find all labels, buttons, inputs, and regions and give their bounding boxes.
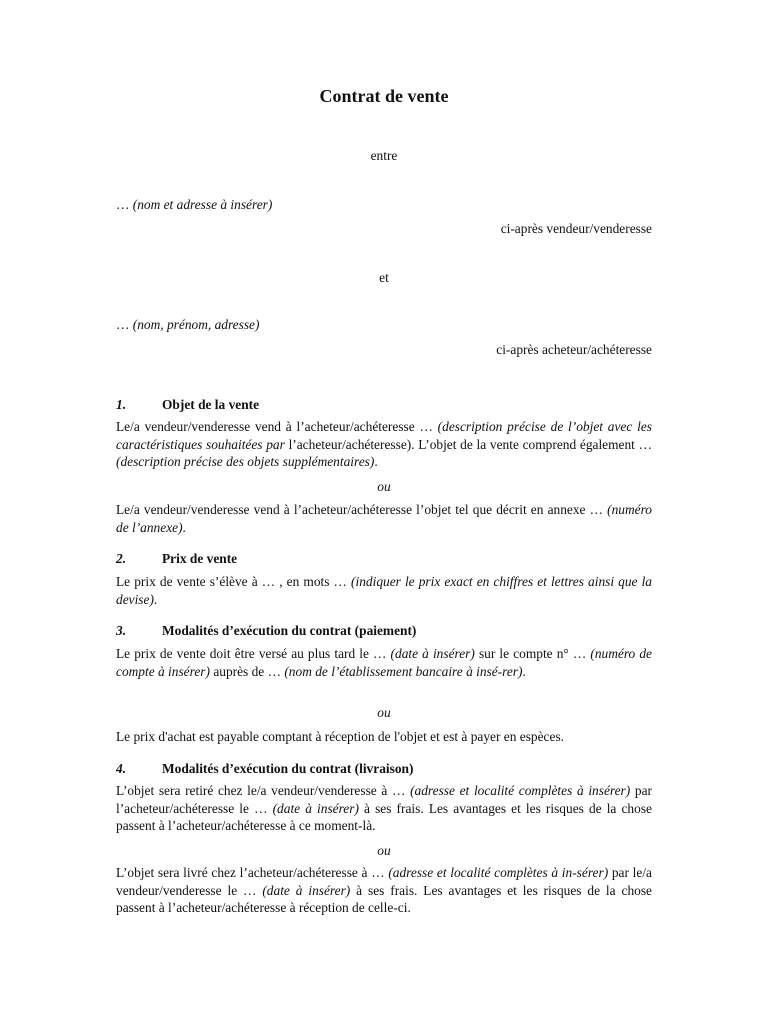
text-run: L’objet sera livré chez l’acheteur/achéteresse à … xyxy=(116,865,389,880)
section-3-heading xyxy=(116,622,656,640)
section-title: Modalités d’exécution du contrat (paiement) xyxy=(162,623,417,638)
section-number: 1. xyxy=(116,397,127,412)
text-run: à ses frais. Les avantages et les risques de la chose passent à l’acheteur/achéteresse à ce moment-là. xyxy=(116,800,652,833)
placeholder-run: (date à insérer) xyxy=(390,646,475,661)
or-separator-3: ou xyxy=(377,843,391,858)
section-1-paragraph-2 xyxy=(116,501,652,536)
text-run: L’objet sera retiré chez le/a vendeur/venderesse à … xyxy=(116,783,411,798)
section-number: 4. xyxy=(116,761,127,776)
party1-role: ci-après vendeur/venderesse xyxy=(500,221,652,236)
placeholder-run: (date à insérer) xyxy=(262,882,351,898)
text-run: Le/a vendeur/venderesse vend à l’acheteur/achéteresse l’objet tel que décrit en annexe … xyxy=(116,502,608,517)
placeholder-run: (nom de l’établissement bancaire à insé-rer) xyxy=(284,663,523,679)
party2-role: ci-après acheteur/achéteresse xyxy=(496,342,652,357)
section-1-heading xyxy=(116,396,656,414)
party2-placeholder: … (nom, prénom, adresse) xyxy=(116,317,260,332)
placeholder-run: (numéro de compte à insérer) xyxy=(116,646,652,679)
text-run: . xyxy=(182,519,186,535)
text-run: . xyxy=(153,591,158,607)
section-2-paragraph-1 xyxy=(116,573,652,608)
text-run: par l’acheteur/achéteresse le … xyxy=(116,783,652,816)
section-3-paragraph-1 xyxy=(116,645,652,680)
section-4-paragraph-1 xyxy=(116,782,652,835)
section-2-heading xyxy=(116,550,656,568)
text-run: à ses frais. Les avantages et les risques de la chose passent à l’acheteur/achéteresse à réception de celle-ci. xyxy=(116,882,652,915)
text-run: par le/a vendeur/venderesse le … xyxy=(116,865,653,898)
and-label: et xyxy=(379,270,389,285)
placeholder-run-end: ). L’objet de la vente comprend également … xyxy=(406,436,652,452)
placeholder-run: (description précise de l’objet avec les caractéristiques souhaitées par xyxy=(116,419,652,452)
text-run: auprès de … xyxy=(209,663,285,679)
placeholder-run: (adresse et localité complètes à insérer) xyxy=(410,783,631,798)
or-separator-2: ou xyxy=(377,705,391,720)
section-number: 3. xyxy=(116,623,127,638)
placeholder-run: (adresse et localité complètes à in-sérer) xyxy=(388,865,609,880)
placeholder-run: (numéro de l’annexe) xyxy=(116,502,652,535)
between-label: entre xyxy=(370,148,398,163)
section-title: Modalités d’exécution du contrat (livraison) xyxy=(162,761,414,776)
section-title: Prix de vente xyxy=(162,551,238,566)
placeholder-run: (indiquer le prix exact en chiffres et lettres ainsi que la devise) xyxy=(116,574,653,607)
text-run: . xyxy=(374,454,378,469)
section-4-heading xyxy=(116,760,656,778)
document-title: Contrat de vente xyxy=(319,86,449,106)
section-4-paragraph-2 xyxy=(116,864,652,917)
placeholder-run: (description précise des objets supplémentaires) xyxy=(116,454,375,469)
text-run: Le prix de vente s’élève à … , en mots … xyxy=(116,574,352,589)
text-run: . xyxy=(522,663,526,679)
or-separator-1: ou xyxy=(377,479,391,494)
section-1-paragraph-1 xyxy=(116,418,652,471)
text-run: sur le compte n° … xyxy=(474,646,591,661)
text-run: Le prix de vente doit être versé au plus tard le … xyxy=(116,646,391,661)
section-title: Objet de la vente xyxy=(162,397,260,412)
section-number: 2. xyxy=(116,551,127,566)
text-run: Le/a vendeur/venderesse vend à l’acheteur/achéteresse … xyxy=(116,419,438,434)
placeholder-run: (date à insérer) xyxy=(272,800,359,816)
party1-placeholder: … (nom et adresse à insérer) xyxy=(116,197,273,212)
section-3-paragraph-2: Le prix d'achat est payable comptant à réception de l'objet et est à payer en espèces. xyxy=(116,729,565,744)
text-run: l’acheteur/achéteresse xyxy=(288,436,407,452)
